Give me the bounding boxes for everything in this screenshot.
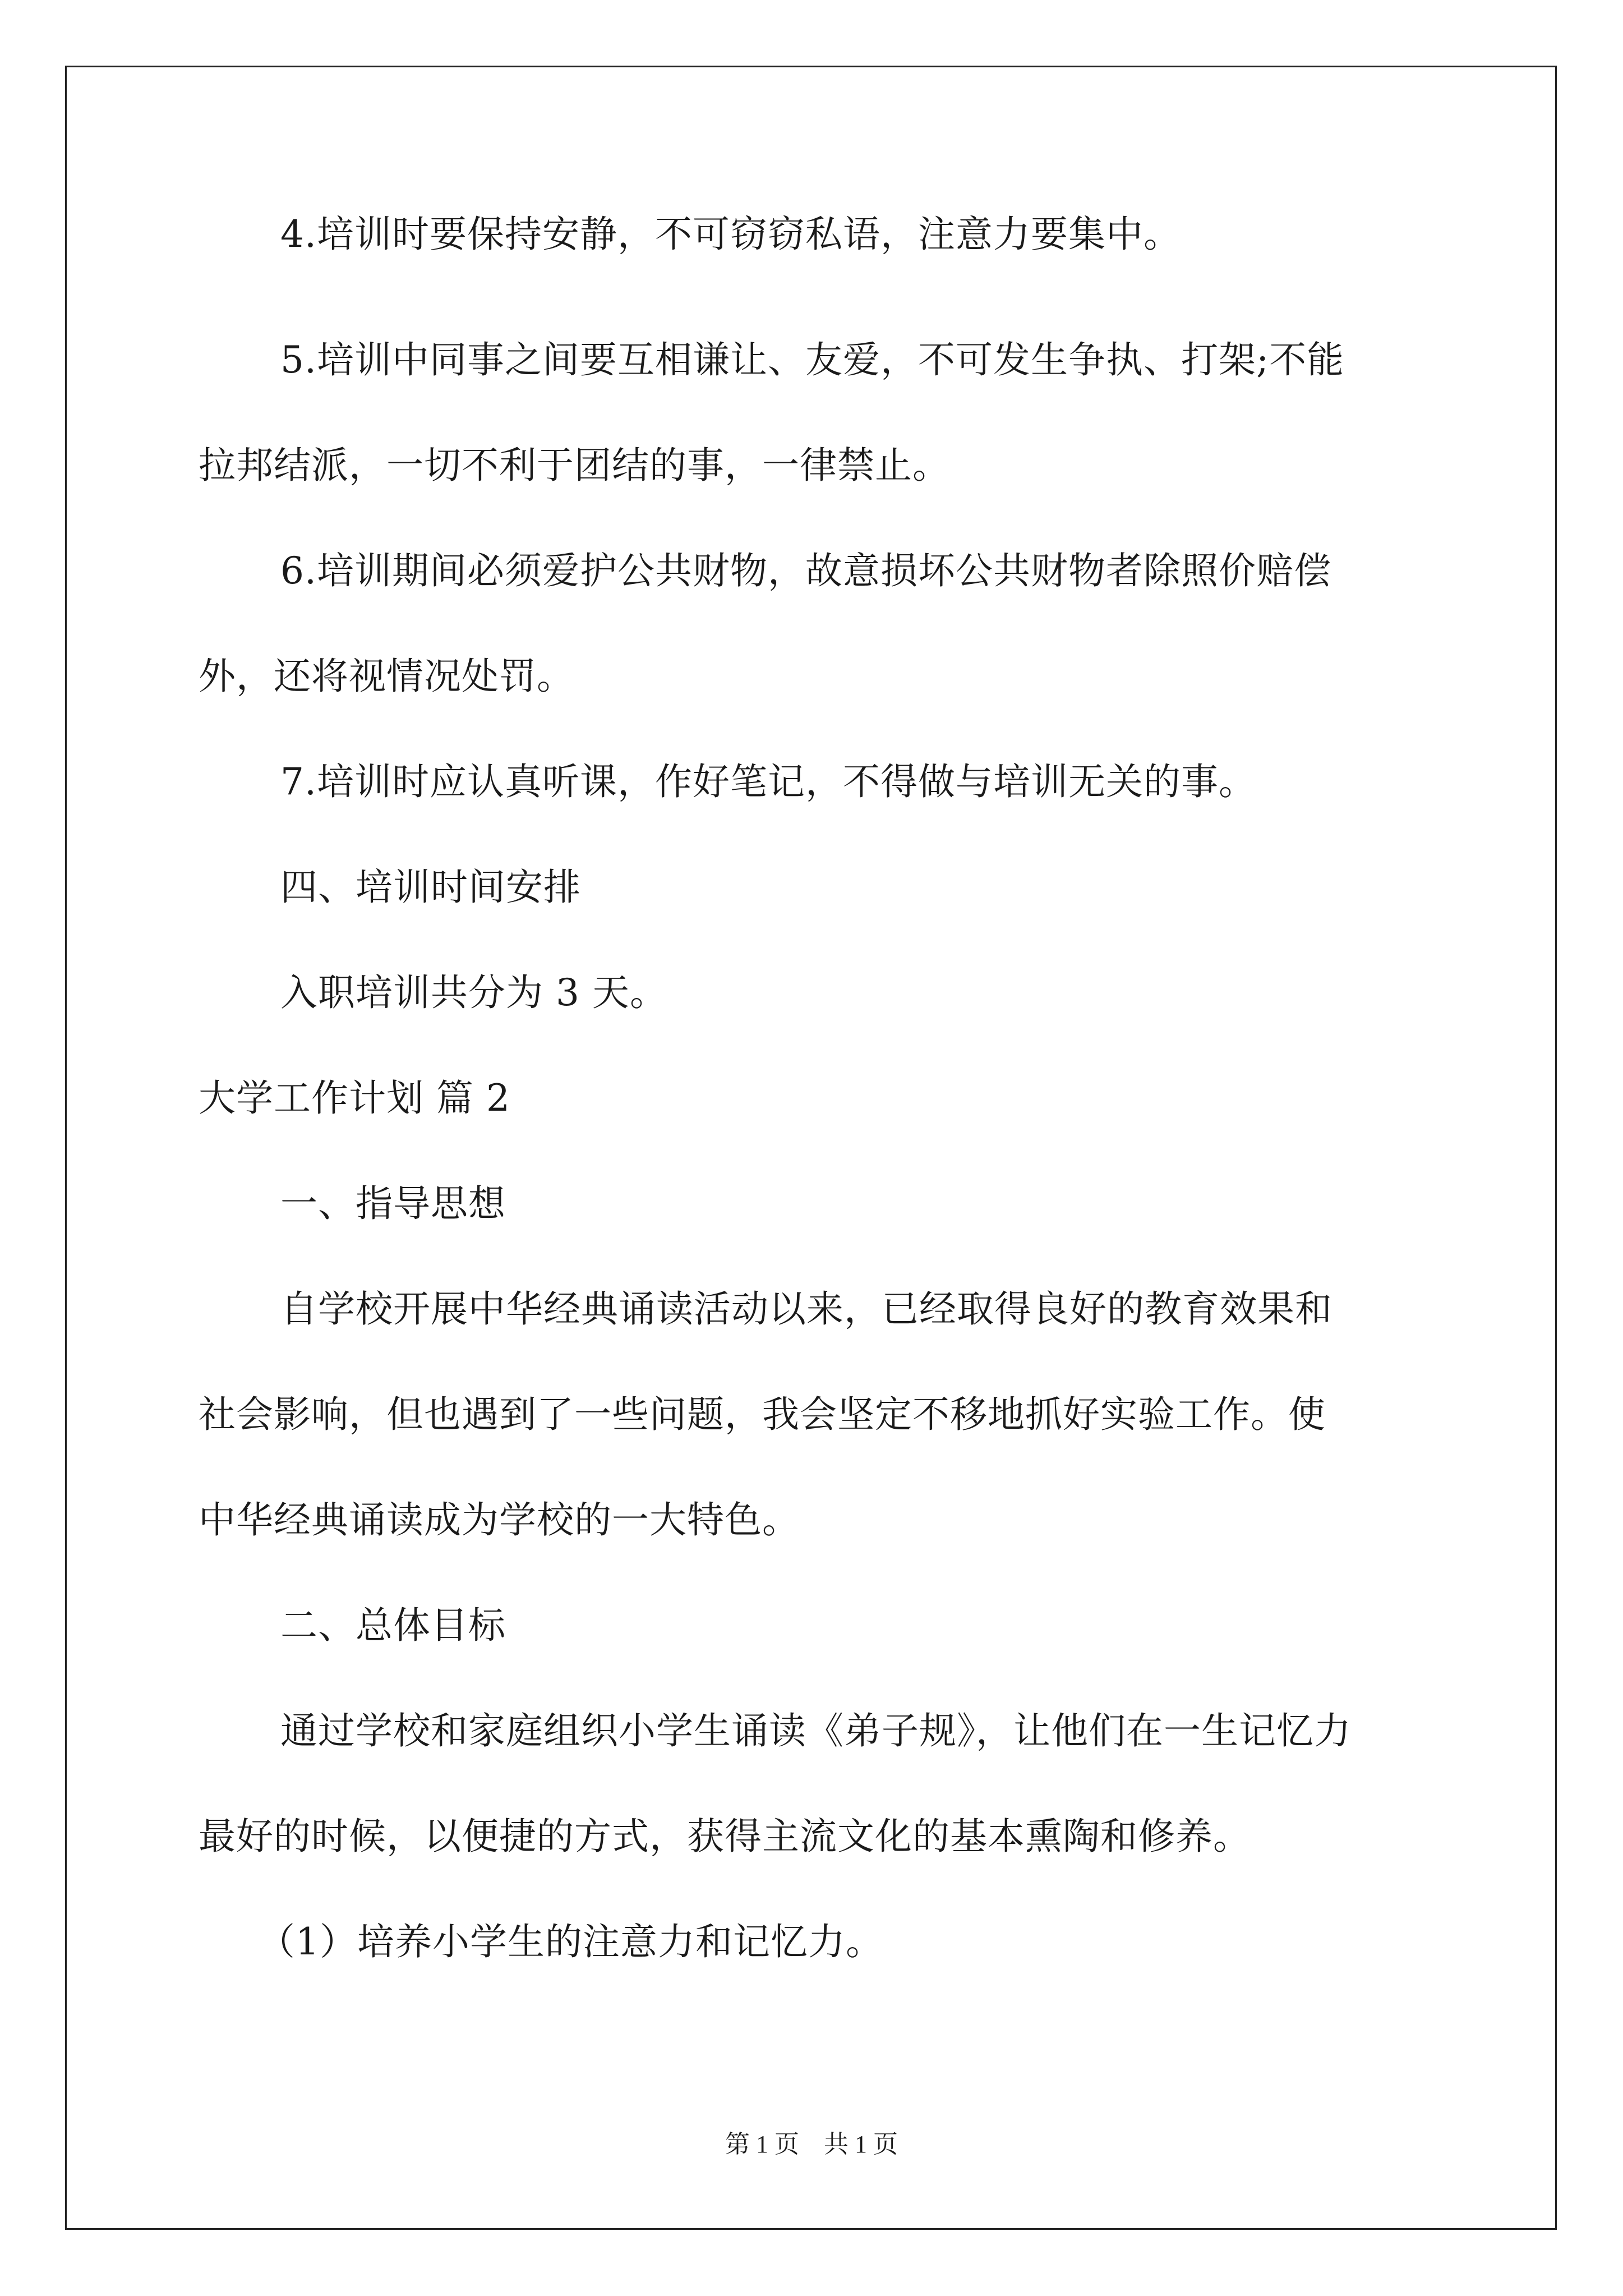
article-title: 大学工作计划 篇 2 <box>199 1076 510 1120</box>
section-heading: 二、总体目标 <box>280 1604 506 1647</box>
paragraph-line: 通过学校和家庭组织小学生诵读《弟子规》，让他们在一生记忆力 <box>280 1709 1352 1752</box>
paragraph-line: 自学校开展中华经典诵读活动以来，已经取得良好的教育效果和 <box>280 1287 1332 1331</box>
page-footer: 第 1 页 共 1 页 <box>725 2131 898 2158</box>
paragraph-line: 外，还将视情况处罚。 <box>199 655 574 698</box>
paragraph-line: 社会影响，但也遇到了一些问题，我会坚定不移地抓好实验工作。使 <box>199 1393 1326 1436</box>
section-heading: 一、指导思想 <box>280 1182 506 1225</box>
paragraph-line: 4.培训时要保持安静，不可窃窃私语，注意力要集中。 <box>280 213 1181 256</box>
paragraph-line: 中华经典诵读成为学校的一大特色。 <box>199 1498 800 1542</box>
paragraph-line: （1）培养小学生的注意力和记忆力。 <box>258 1920 883 1963</box>
paragraph-line: 最好的时候，以便捷的方式，获得主流文化的基本熏陶和修养。 <box>199 1815 1251 1858</box>
paragraph-line: 入职培训共分为 3 天。 <box>280 971 667 1014</box>
page-border <box>65 66 1557 2230</box>
paragraph-line: 6.培训期间必须爱护公共财物，故意损坏公共财物者除照价赔偿 <box>280 549 1331 592</box>
paragraph-line: 拉邦结派，一切不利于团结的事，一律禁止。 <box>199 444 950 487</box>
paragraph-line: 5.培训中同事之间要互相谦让、友爱，不可发生争执、打架;不能 <box>280 338 1345 381</box>
section-heading: 四、培训时间安排 <box>280 866 581 909</box>
paragraph-line: 7.培训时应认真听课，作好笔记，不得做与培训无关的事。 <box>280 760 1256 803</box>
